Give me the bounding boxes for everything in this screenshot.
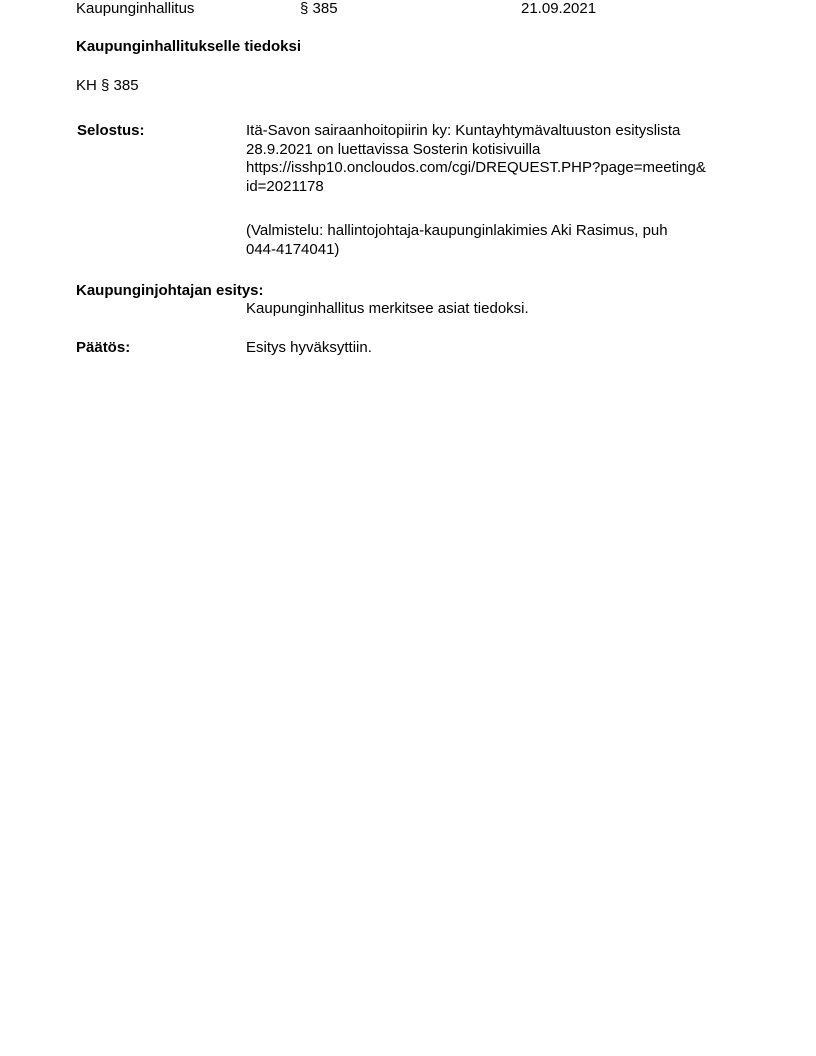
section-reference: KH § 385 xyxy=(76,77,139,94)
selostus-text xyxy=(246,122,786,196)
preparation-line: (Valmistelu: hallintojohtaja-kaupunginlakimies Aki Rasimus, puh xyxy=(246,222,668,239)
proposal-text: Kaupunginhallitus merkitsee asiat tiedoksi. xyxy=(246,300,529,317)
selostus-line: 28.9.2021 on luettavissa Sosterin kotisivuilla xyxy=(246,140,541,158)
proposal-label: Kaupunginjohtajan esitys: xyxy=(76,282,264,299)
document-title: Kaupunginhallitukselle tiedoksi xyxy=(76,38,302,55)
selostus-url-line: id=2021178 xyxy=(246,177,324,195)
preparation-line: 044-4174041) xyxy=(246,240,340,258)
selostus-url-line: https://isshp10.oncloudos.com/cgi/DREQUEST.PHP?page=meeting& xyxy=(246,159,706,176)
decision-text: Esitys hyväksyttiin. xyxy=(246,339,372,356)
header-body-name: Kaupunginhallitus xyxy=(76,0,195,17)
header-section-number: § 385 xyxy=(300,0,338,17)
selostus-line: Itä-Savon sairaanhoitopiirin ky: Kuntayhtymävaltuuston esityslista xyxy=(246,122,681,139)
decision-label: Päätös: xyxy=(76,339,131,356)
selostus-label: Selostus: xyxy=(77,122,145,139)
header-date: 21.09.2021 xyxy=(521,0,597,17)
preparation-note xyxy=(246,222,786,259)
